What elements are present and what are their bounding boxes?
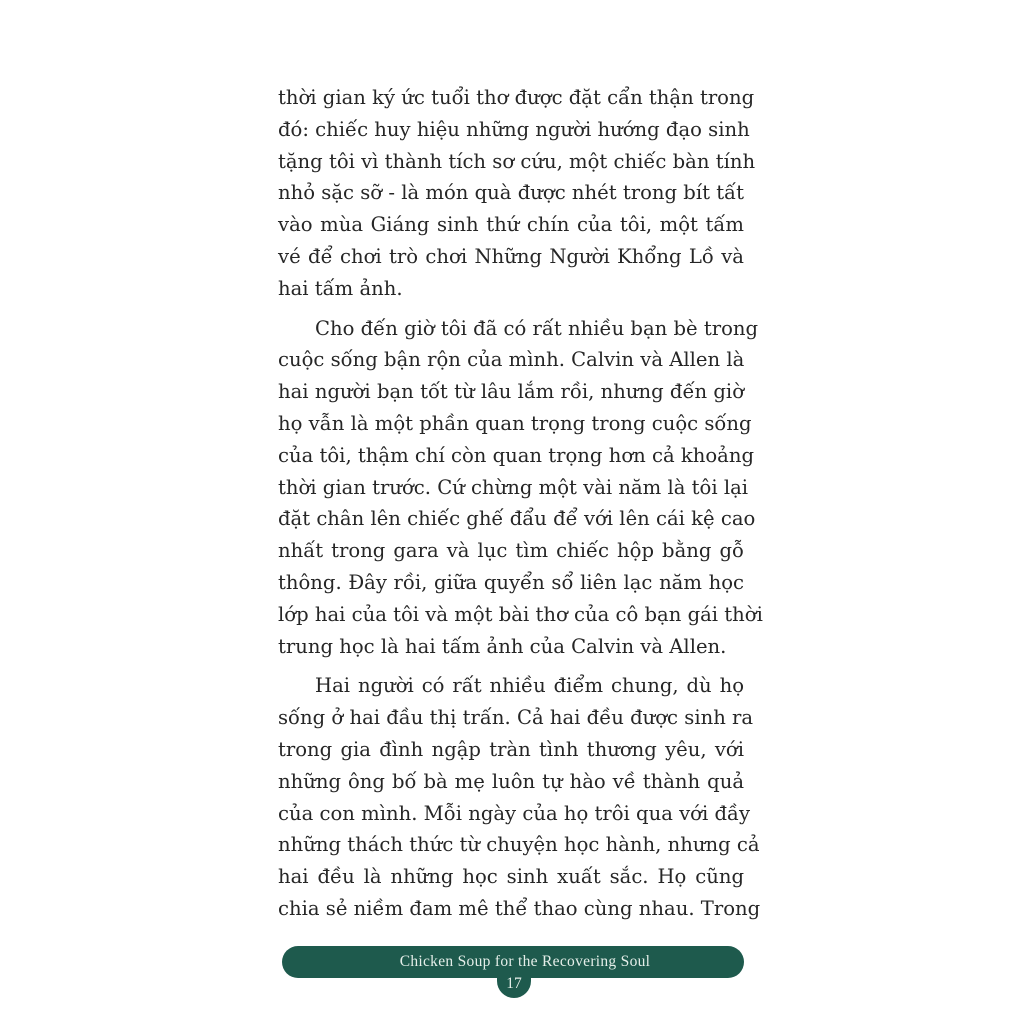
paragraph-3: [278, 670, 761, 924]
paragraph-2: [278, 313, 763, 663]
text-line: tặng tôi vì thành tích sơ cứu, một chiếc bàn tính: [278, 149, 756, 173]
text-line: Cho đến giờ tôi đã có rất nhiều bạn bè trong: [315, 316, 759, 340]
text-line: chia sẻ niềm đam mê thể thao cùng nhau. Trong: [278, 896, 761, 920]
text-line: trung học là hai tấm ảnh của Calvin và Allen.: [278, 634, 727, 658]
text-line: cuộc sống bận rộn của mình. Calvin và Allen là: [278, 348, 745, 372]
text-line: lớp hai của tôi và một bài thơ của cô bạn gái thời: [278, 602, 763, 626]
text-line: hai tấm ảnh.: [278, 276, 403, 300]
text-line: nhất trong gara và lục tìm chiếc hộp bằng gỗ: [278, 539, 744, 563]
text-line: vé để chơi trò chơi Những Người Khổng Lồ và: [278, 244, 744, 268]
text-line: thời gian ký ức tuổi thơ được đặt cẩn thận trong: [278, 86, 755, 109]
text-line: Hai người có rất nhiều điểm chung, dù họ: [315, 674, 744, 698]
text-line: họ vẫn là một phần quan trọng trong cuộc sống: [278, 411, 752, 435]
text-line: hai đều là những học sinh xuất sắc. Họ cũng: [278, 865, 744, 889]
text-line: thời gian trước. Cứ chừng một vài năm là tôi lại: [278, 475, 749, 499]
text-line: vào mùa Giáng sinh thứ chín của tôi, một tấm: [278, 213, 744, 237]
book-title: Chicken Soup for the Recovering Soul: [399, 953, 651, 970]
text-line: những ông bố bà mẹ luôn tự hào về thành quả: [278, 769, 744, 793]
paragraph-1: [278, 82, 756, 305]
text-line: trong gia đình ngập tràn tình thương yêu, với: [278, 737, 744, 761]
text-line: thông. Đây rồi, giữa quyển sổ liên lạc năm học: [278, 570, 744, 594]
text-line: đó: chiếc huy hiệu những người hướng đạo sinh: [278, 117, 750, 141]
text-line: của tôi, thậm chí còn quan trọng hơn cả khoảng: [278, 443, 754, 467]
text-line: những thách thức từ chuyện học hành, nhưng cả: [278, 833, 760, 857]
text-line: nhỏ sặc sỡ - là món quà được nhét trong bít tất: [278, 181, 744, 205]
text-line: của con mình. Mỗi ngày của họ trôi qua với đầy: [278, 801, 751, 825]
page-number: 17: [497, 970, 531, 998]
text-line: hai người bạn tốt từ lâu lắm rồi, nhưng đến giờ: [278, 380, 744, 404]
body-text: [278, 82, 763, 925]
text-line: đặt chân lên chiếc ghế đẩu để với lên cái kệ cao: [278, 507, 756, 531]
text-line: sống ở hai đầu thị trấn. Cả hai đều được sinh ra: [278, 706, 754, 730]
